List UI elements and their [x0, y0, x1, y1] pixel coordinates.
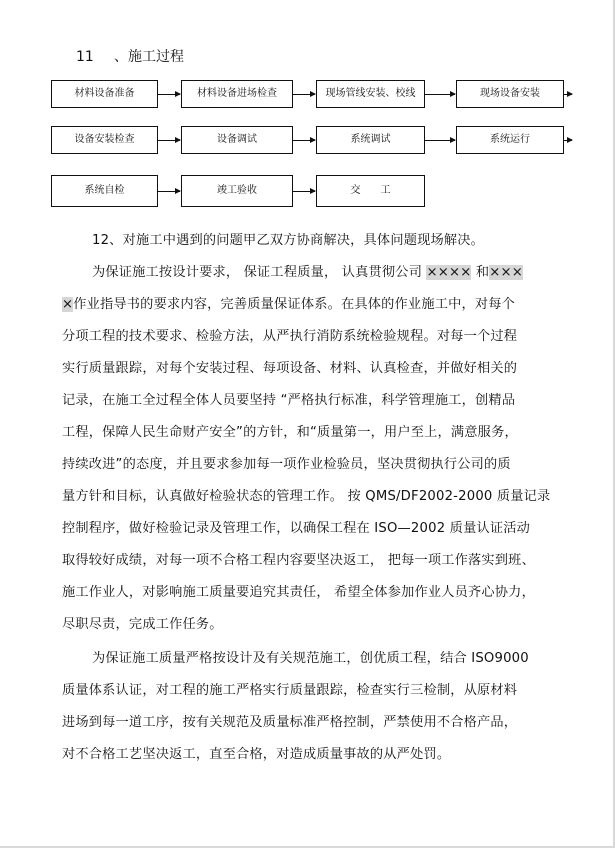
flow-arrow	[293, 191, 315, 192]
flow-arrow	[564, 140, 572, 141]
para1-line-5: 记录，在施工全过程全体人员要坚持 “严格执行标准，科学管理施工，创精品	[62, 393, 516, 408]
flow-step-material-prep: 材料设备准备	[51, 80, 158, 108]
para1-line-2	[62, 293, 515, 312]
flow-step-equipment-debug: 设备调试	[181, 126, 293, 154]
flow-arrow	[158, 140, 180, 141]
flow-step-system-run: 系统运行	[456, 126, 564, 154]
para1-line-11: 施工作业人，对影响施工质量要追究其责任， 希望全体参加作业人员齐心协力，	[62, 585, 535, 600]
redacted-company-name: ××××	[426, 265, 472, 280]
flow-step-handover: 交 工	[316, 175, 425, 207]
para2-line-2: 质量体系认证，对工程的施工严格实行质量跟踪，检查实行三检制，从原材料	[62, 683, 518, 698]
para1-line-1-text: 为保证施工按设计要求， 保证工程质量， 认真贯彻公司	[92, 265, 427, 280]
flow-step-pipeline-install: 现场管线安装、校线	[316, 80, 425, 108]
para1-line-1	[92, 261, 523, 280]
redacted-document-name: ×××	[489, 265, 524, 280]
flow-step-install-check: 设备安装检查	[51, 126, 158, 154]
flow-step-system-debug: 系统调试	[316, 126, 425, 154]
flow-step-self-check: 系统自检	[51, 175, 158, 207]
item-12-text: 12、对施工中遇到的问题甲乙双方协商解决，具体问题现场解决。	[92, 233, 485, 248]
para1-line-4: 实行质量跟踪，对每个安装过程、每项设备、材料、认真检查，并做好相关的	[62, 361, 518, 376]
section-title: 、施工过程	[114, 49, 184, 65]
para1-line-3: 分项工程的技术要求、检验方法，从严执行消防系统检验规程。对每一个过程	[62, 329, 518, 344]
para1-line-10: 取得较好成绩，对每一项不合格工程内容要坚决返工， 把每一项工作落实到班、	[62, 553, 535, 568]
para1-line-7: 持续改进”的态度，并且要求参加每一项作业检验员，坚决贯彻执行公司的质	[62, 457, 511, 472]
para2-line-1: 为保证施工质量严格按设计及有关规范施工，创优质工程，结合 ISO9000	[92, 651, 529, 666]
para2-line-4: 对不合格工艺坚决返工，直至合格，对造成质量事故的从严处罚。	[62, 747, 451, 762]
para1-line-9: 控制程序，做好检验记录及管理工作，以确保工程在 ISO—2002 质量认证活动	[62, 521, 531, 536]
flow-step-acceptance: 竣工验收	[181, 175, 293, 207]
flow-arrow	[425, 140, 455, 141]
flow-arrow	[158, 94, 180, 95]
flow-arrow	[293, 94, 315, 95]
flow-arrow	[293, 140, 315, 141]
redacted-document-name-cont: ×	[62, 297, 74, 312]
flow-step-material-inspection: 材料设备进场检查	[181, 80, 293, 108]
para2-line-3: 进场到每一道工序，按有关规范及质量标准严格控制，严禁使用不合格产品，	[62, 715, 518, 730]
section-number: 11	[76, 49, 94, 65]
para1-line-6: 工程，保障人民生命财产安全”的方针，和“质量第一，用户至上，满意服务，	[62, 425, 518, 440]
para1-conjunction: 和	[471, 265, 490, 280]
flow-arrow	[158, 191, 180, 192]
construction-flowchart	[0, 0, 615, 220]
para1-line-2-text: 作业指导书的要求内容，完善质量保证体系。在具体的作业施工中，对每个	[73, 297, 516, 312]
para1-line-8: 量方针和目标，认真做好检验状态的管理工作。 按 QMS/DF2002-2000 质量记录	[62, 489, 551, 504]
para1-line-12: 尽职尽责，完成工作任务。	[62, 617, 223, 632]
flow-arrow	[564, 94, 572, 95]
flow-step-equipment-install: 现场设备安装	[456, 80, 564, 108]
flow-arrow	[425, 94, 455, 95]
